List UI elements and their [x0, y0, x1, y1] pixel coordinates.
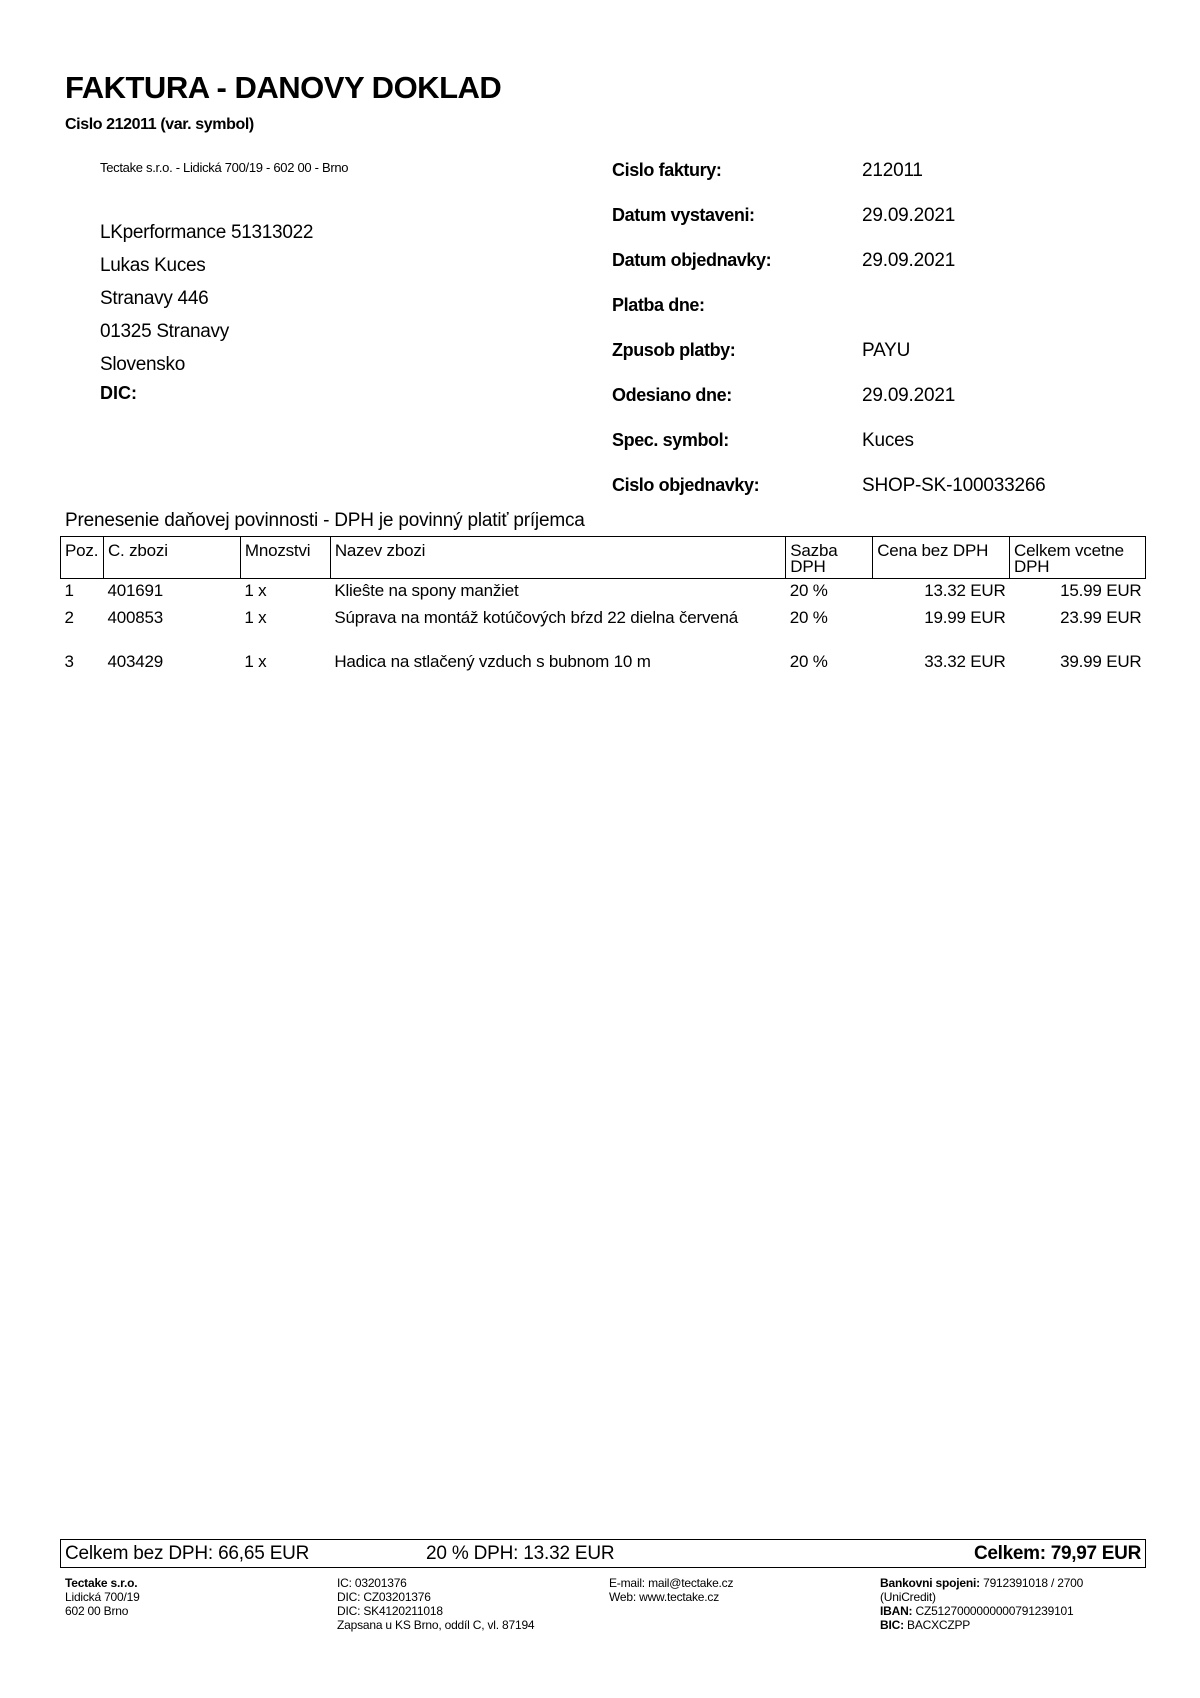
info-label: Datum vystaveni: [612, 205, 755, 225]
cell-name: Hadica na stlačený vzduch s bubnom 10 m [334, 651, 651, 671]
footer-company [65, 1576, 140, 1618]
customer-city: 01325 Stranavy [100, 321, 229, 342]
footer-iban: CZ5127000000000791239101 [915, 1604, 1074, 1618]
footer-web: Web: www.tectake.cz [609, 1590, 720, 1604]
customer-name: Lukas Kuces [100, 255, 206, 276]
info-label: Spec. symbol: [612, 430, 729, 450]
customer-street: Stranavy 446 [100, 288, 209, 309]
reverse-charge-note: Prenesenie daňovej povinnosti - DPH je povinný platiť príjemca [65, 510, 585, 531]
cell-position: 1 [64, 581, 74, 600]
info-value: 29.09.2021 [862, 250, 956, 271]
col-header-vat-rate: Sazba DPH [786, 537, 873, 579]
info-value: Kuces [862, 430, 914, 451]
customer-dic-label: DIC: [100, 383, 137, 403]
cell-position: 3 [64, 651, 74, 671]
info-row [612, 246, 1152, 291]
footer-court: Zapsana u KS Brno, oddíl C, vl. 87194 [337, 1618, 535, 1632]
customer-company: LKperformance 51313022 [100, 222, 314, 243]
cell-code: 400853 [107, 607, 164, 627]
cell-vat-rate: 20 % [789, 651, 828, 671]
cell-gross-total: 39.99 EUR [1060, 651, 1142, 671]
info-label: Odesiano dne: [612, 385, 732, 405]
cell-vat-rate: 20 % [789, 581, 828, 600]
info-value: 212011 [862, 160, 923, 181]
invoice-title: FAKTURA - DANOVY DOKLAD [65, 70, 502, 105]
items-table [60, 536, 1146, 677]
info-value: SHOP-SK-100033266 [862, 475, 1046, 496]
col-header-position: Poz. [61, 537, 104, 579]
footer-bic-label: BIC: [880, 1618, 904, 1632]
totals-bar [60, 1539, 1146, 1568]
cell-name: Súprava na montáž kotúčových bŕzd 22 dielna červená [334, 607, 739, 627]
total-grand: Celkem: 79,97 EUR [973, 1543, 1141, 1564]
footer-dic-sk: DIC: SK4120211018 [337, 1604, 443, 1618]
cell-net-price: 19.99 EUR [924, 607, 1006, 627]
cell-code: 403429 [107, 651, 164, 671]
cell-position: 2 [64, 607, 74, 627]
cell-net-price: 33.32 EUR [924, 651, 1006, 671]
footer-company-street: Lidická 700/19 [65, 1590, 140, 1604]
info-row [612, 381, 1152, 426]
info-row [612, 156, 1152, 201]
sender-line: Tectake s.r.o. - Lidická 700/19 - 602 00 - Brno [100, 160, 349, 175]
footer-company-city: 602 00 Brno [65, 1604, 129, 1618]
info-label: Platba dne: [612, 295, 705, 315]
footer-iban-label: IBAN: [880, 1604, 913, 1618]
col-header-gross-total: Celkem vcetne DPH [1010, 537, 1146, 579]
invoice-info [612, 156, 1152, 516]
table-row [61, 579, 1146, 606]
info-value: 29.09.2021 [862, 205, 956, 226]
col-header-net-price: Cena bez DPH [873, 537, 1010, 579]
info-label: Datum objednavky: [612, 250, 772, 270]
footer-bic: BACXCZPP [907, 1618, 971, 1632]
footer-bank-account: 7912391018 / 2700 [983, 1576, 1084, 1590]
cell-gross-total: 23.99 EUR [1060, 607, 1142, 627]
cell-gross-total: 15.99 EUR [1060, 581, 1142, 600]
info-label: Cislo faktury: [612, 160, 722, 180]
cell-quantity: 1 x [244, 651, 267, 671]
table-row [61, 650, 1146, 677]
info-row [612, 201, 1152, 246]
total-net: Celkem bez DPH: 66,65 EUR [65, 1543, 310, 1564]
table-row [61, 606, 1146, 650]
table-header-row [61, 537, 1146, 579]
footer-registry [337, 1576, 534, 1632]
footer-ic: IC: 03201376 [337, 1576, 407, 1590]
footer-company-name: Tectake s.r.o. [65, 1576, 138, 1590]
footer-email: E-mail: mail@tectake.cz [609, 1576, 734, 1590]
col-header-quantity: Mnozstvi [240, 537, 330, 579]
info-row [612, 291, 1152, 336]
info-row [612, 336, 1152, 381]
footer-bank-label: Bankovni spojeni: [880, 1576, 980, 1590]
info-value: 29.09.2021 [862, 385, 956, 406]
footer-dic-cz: DIC: CZ03201376 [337, 1590, 431, 1604]
info-row [612, 426, 1152, 471]
customer-address [100, 216, 313, 381]
cell-code: 401691 [107, 581, 164, 600]
info-label: Zpusob platby: [612, 340, 736, 360]
info-label: Cislo objednavky: [612, 475, 760, 495]
cell-net-price: 13.32 EUR [924, 581, 1006, 600]
footer-bank [880, 1576, 1083, 1632]
info-value: PAYU [862, 340, 911, 361]
total-vat: 20 % DPH: 13.32 EUR [426, 1543, 615, 1564]
cell-name: Klieŝte na spony manžiet [334, 581, 519, 600]
cell-vat-rate: 20 % [789, 607, 828, 627]
cell-quantity: 1 x [244, 607, 267, 627]
customer-country: Slovensko [100, 354, 185, 375]
cell-quantity: 1 x [244, 581, 267, 600]
col-header-code: C. zbozi [103, 537, 240, 579]
invoice-subtitle: Cislo 212011 (var. symbol) [65, 116, 254, 133]
col-header-name: Nazev zbozi [330, 537, 785, 579]
footer-contact [609, 1576, 733, 1604]
info-row [612, 471, 1152, 516]
footer-bank-name: (UniCredit) [880, 1590, 936, 1604]
